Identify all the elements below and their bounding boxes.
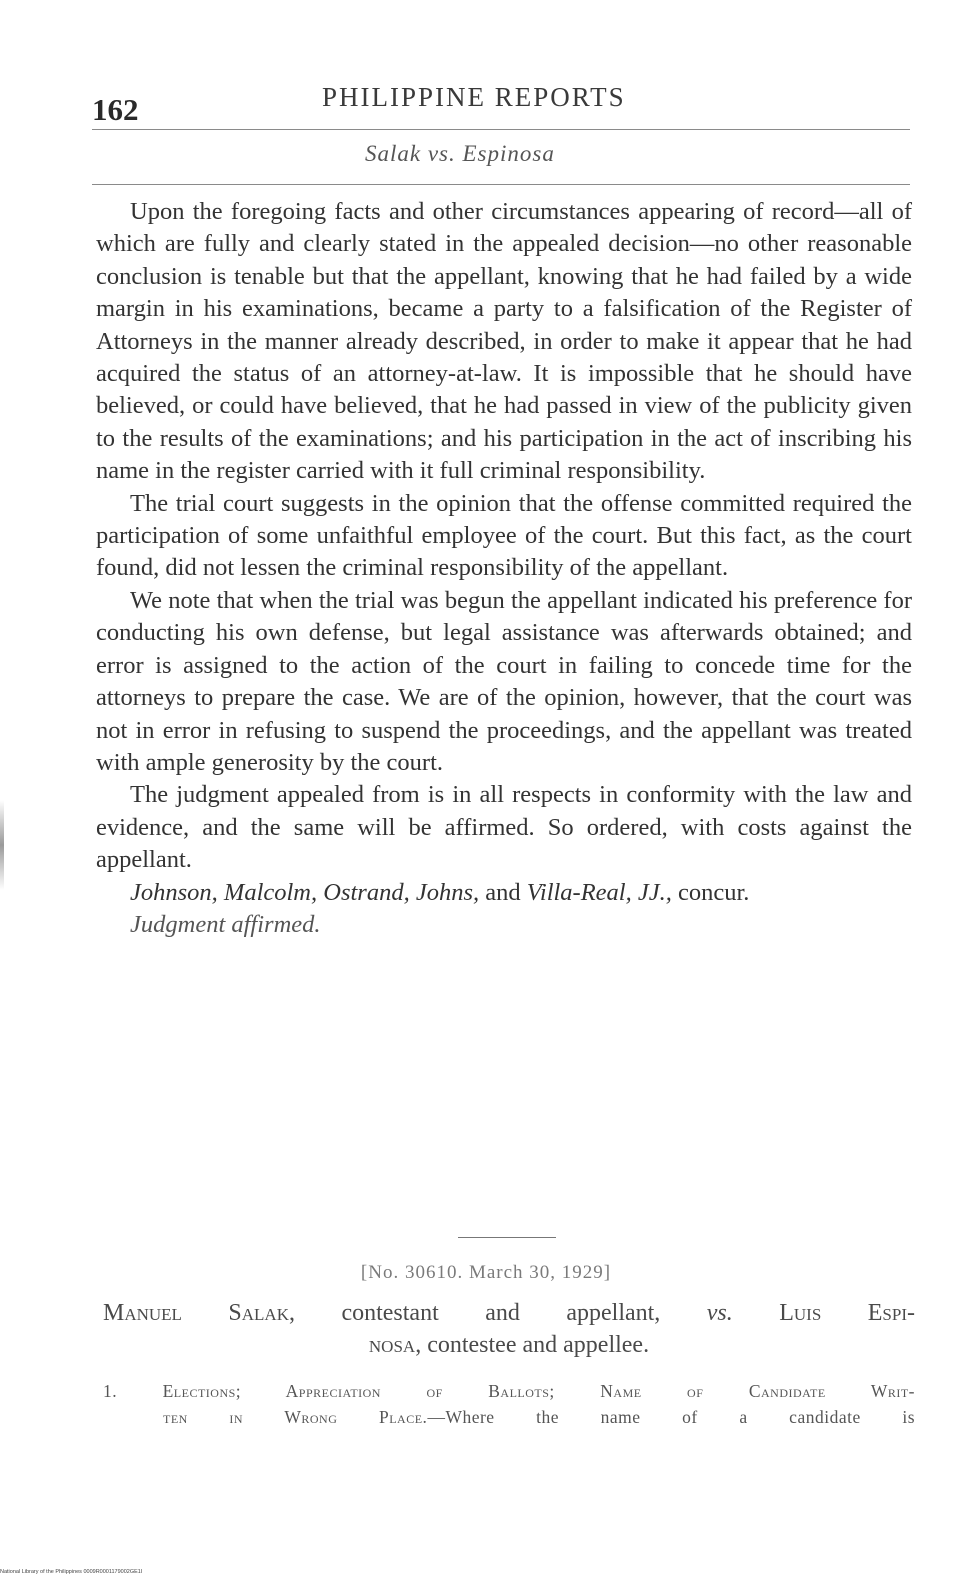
concurrence [96, 877, 912, 909]
syllabus-text: —Where the name of a candidate is [427, 1407, 915, 1427]
party-2-name-b: nosa, [368, 1332, 422, 1358]
versus: vs. [706, 1300, 733, 1326]
syllabus [103, 1378, 915, 1430]
parties-line-1 [103, 1297, 915, 1329]
scan-footer: National Library of the Philippines 0009R0001179002GE1I [0, 1569, 143, 1575]
party-1-role: contestant and appellant, [294, 1300, 707, 1326]
case-separator-rule [458, 1237, 556, 1238]
case-title: Salak vs. Espinosa [365, 141, 555, 166]
scan-edge-mark [0, 800, 4, 890]
party-2-name-a: Luis Espi- [732, 1300, 915, 1326]
header-rule [92, 129, 910, 130]
paragraph-4: The judgment appealed from is in all respects in conformity with the law and evidence, and the same will be affirmed. So ordered, with costs against the appellant. [96, 781, 912, 874]
concur-word: concur. [671, 878, 750, 906]
case-title-rule [92, 184, 910, 185]
paragraph-3: We note that when the trial was begun the appellant indicated his preference for conducting his own defense, but legal assistance was afterwards obtained; and error is assigned to the action of the court in failing to concede time for the attorneys to prepare the case. We are of the opinion, however, that the court was not in error in refusing to suspend the proceedings, and the appellant was treated with ample generosity by the court. [96, 586, 912, 776]
syllabus-line-1 [103, 1378, 915, 1404]
concur-and: and [479, 878, 527, 906]
paragraph-2: The trial court suggests in the opinion that the offense committed required the participation of some unfaithful employee of the court. But this fact, as the court found, did not lessen the criminal responsibility of the appellant. [96, 489, 912, 582]
party-2-role: contestee and appellee. [421, 1332, 650, 1358]
paragraph-1: Upon the foregoing facts and other circumstances appearing of record—all of which are fully and clearly stated in the appealed decision—no other reasonable conclusion is tenable but that the appellant, knowing that he had failed by a wide margin in his examinations, became a party to a falsification of the Register of Attorneys in the manner already described, in order to make it appear that he had acquired the status of an attorney-at-law. It is impossible that he should have believed, or could have believed, that he had passed in view of the publicity given to the results of the examinations; and his participation in the act of inscribing his name in the register carried with it full criminal responsibility. [96, 198, 912, 485]
syllabus-heading-b: ten in Wrong Place. [163, 1407, 428, 1427]
page-number: 162 [92, 92, 139, 127]
next-case-parties [103, 1297, 915, 1361]
syllabus-number: 1. [103, 1381, 163, 1401]
syllabus-heading-a: Elections; Appreciation of Ballots; Name of Candidate Writ- [162, 1381, 916, 1401]
next-case-number: [No. 30610. March 30, 1929] [360, 1262, 612, 1283]
parties-line-2 [103, 1329, 915, 1361]
running-title: PHILIPPINE REPORTS [322, 82, 626, 112]
concurring-justice-last: Villa-Real, JJ., [526, 878, 672, 906]
judgment: Judgment affirmed. [130, 910, 321, 938]
syllabus-line-2 [103, 1404, 915, 1430]
concurring-justices: Johnson, Malcolm, Ostrand, Johns, [130, 878, 480, 906]
opinion-body [96, 196, 912, 941]
party-1-name: Manuel Salak, [103, 1300, 295, 1326]
